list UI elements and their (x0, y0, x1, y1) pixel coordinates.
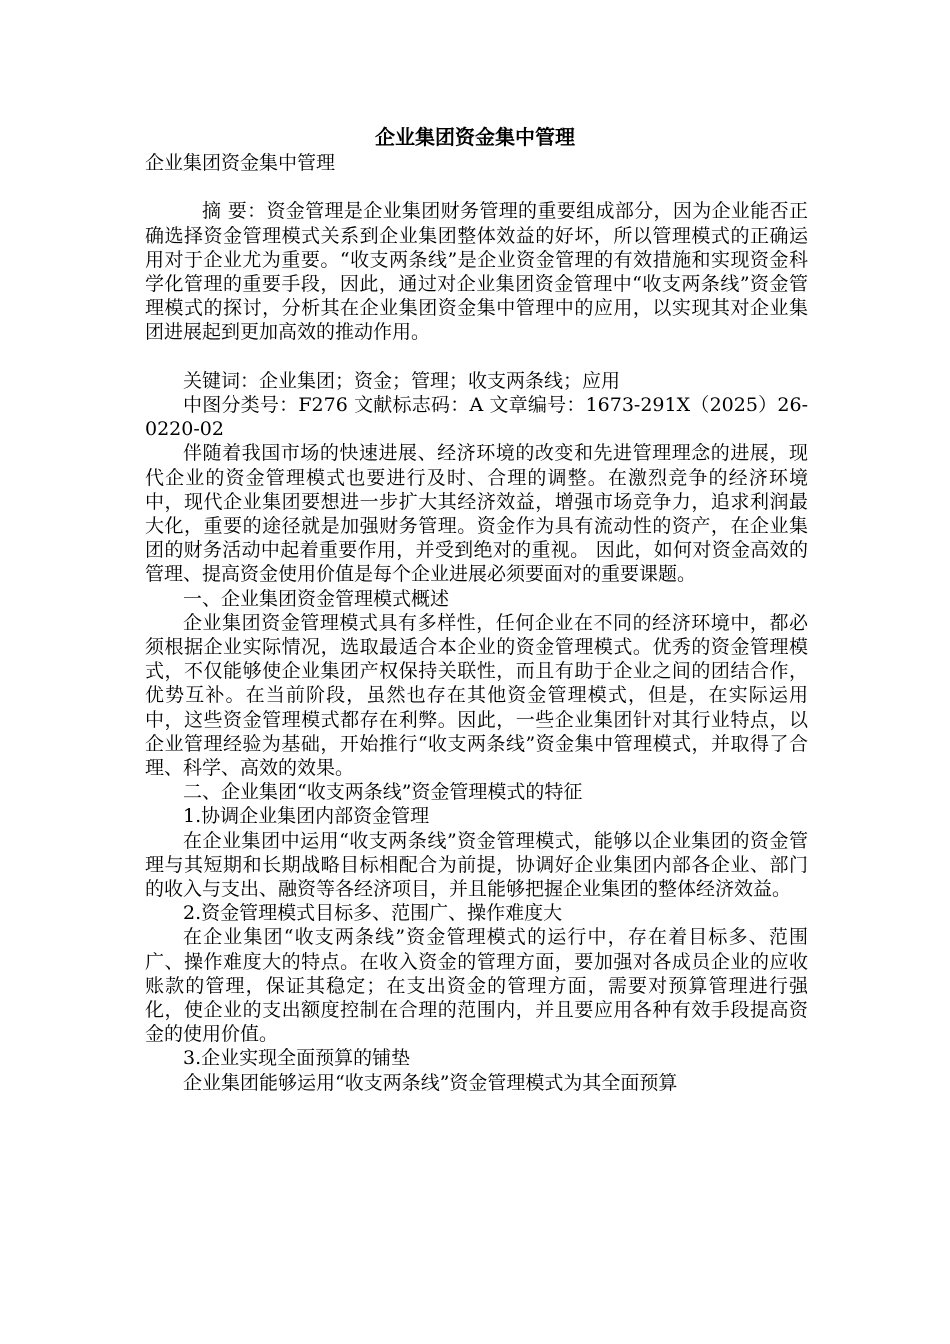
section-heading: 二、企业集团“收支两条线”资金管理模式的特征 (183, 781, 583, 804)
subsection-paragraph: 在企业集团中运用“收支两条线”资金管理模式，能够以企业集团的资金管理与其短期和长期战略目标相配合为前提，协调好企业集团内部各企业、部门的收入与支出、融资等各经济项目，并且能够把握企业集团的整体经济效益。 (145, 829, 808, 901)
section-paragraph: 企业集团资金管理模式具有多样性，任何企业在不同的经济环境中，都必须根据企业实际情况，选取最适合本企业的资金管理模式。优秀的资金管理模式，不仅能够使企业集团产权保持关联性，而且有助于企业之间的团结合作，优势互补。在当前阶段，虽然也存在其他资金管理模式，但是，在实际运用中，这些资金管理模式都存在利弊。因此，一些企业集团针对其行业特点，以企业管理经验为基础，开始推行“收支两条线”资金集中管理模式，并取得了合理、科学、高效的效果。 (145, 611, 808, 780)
document-title: 企业集团资金集中管理 (375, 125, 575, 149)
document-subtitle: 企业集团资金集中管理 (145, 152, 336, 174)
subsection-heading: 1.协调企业集团内部资金管理 (183, 805, 430, 828)
blank-line (145, 345, 808, 369)
intro-paragraph: 伴随着我国市场的快速进展、经济环境的改变和先进管理理念的进展，现代企业的资金管理模式也要进行及时、合理的调整。在激烈竞争的经济环境中，现代企业集团要想进一步扩大其经济效益，增强市场竞争力，追求利润最大化，重要的途径就是加强财务管理。资金作为具有流动性的资产，在企业集团的财务活动中起着重要作用，并受到绝对的重视。 因此，如何对资金高效的管理、提高资金使用价值是每个企业进展必须要面对的重要课题。 (145, 442, 808, 586)
keywords-line: 关键词：企业集团；资金；管理；收支两条线；应用 (183, 369, 621, 392)
subsection-heading: 3.企业实现全面预算的铺垫 (183, 1047, 411, 1070)
abstract-paragraph: 摘 要：资金管理是企业集团财务管理的重要组成部分，因为企业能否正确选择资金管理模式关系到企业集团整体效益的好坏，所以管理模式的正确运用对于企业尤为重要。“收支两条线”是企业资金管理的有效措施和实现资金科学化管理的重要手段，因此，通过对企业集团资金管理中“收支两条线”资金管理模式的探讨，分析其在企业集团资金集中管理中的应用，以实现其对企业集团进展起到更加高效的推动作用。 (145, 200, 808, 344)
subsection-paragraph: 企业集团能够运用“收支两条线”资金管理模式为其全面预算 (183, 1071, 678, 1094)
classification-line: 中图分类号：F276 文献标志码：A 文章编号：1673-291X（2025）26-0220-02 (145, 394, 808, 441)
section-heading: 一、企业集团资金管理模式概述 (183, 587, 450, 610)
blank-line (145, 175, 808, 199)
document-body (145, 151, 808, 1095)
subsection-heading: 2.资金管理模式目标多、范围广、操作难度大 (183, 902, 563, 925)
subsection-paragraph: 在企业集团“收支两条线”资金管理模式的运行中，存在着目标多、范围广、操作难度大的特点。在收入资金的管理方面，要加强对各成员企业的应收账款的管理，保证其稳定；在支出资金的管理方面，需要对预算管理进行强化，使企业的支出额度控制在合理的范围内，并且要应用各种有效手段提高资金的使用价值。 (145, 926, 808, 1046)
